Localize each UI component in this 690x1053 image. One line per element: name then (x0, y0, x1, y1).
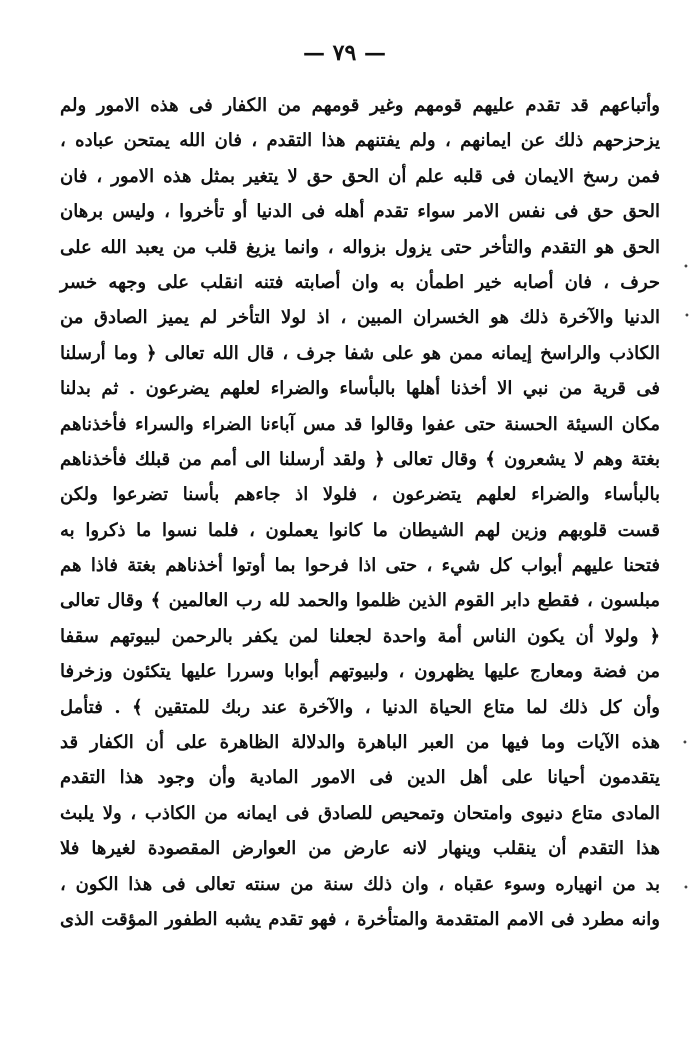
text-line: من فضة ومعارج عليها يظهرون ، ولبيوتهم أبوابا وسررا عليها يتكئون وزخرفا (60, 661, 660, 683)
text-line: الكاذب والراسخ إيمانه ممن هو على شفا جرف ، قال الله تعالى ﴿ وما أرسلنا (60, 342, 660, 364)
text-line: الحق حق فى نفس الامر سواء تقدم أهله فى الدنيا أو تأخروا ، وليس برهان (60, 201, 660, 223)
text-line: قست قلوبهم وزين لهم الشيطان ما كانوا يعملون ، فلما نسوا ما ذكروا به (60, 519, 660, 541)
text-line: وانه مطرد فى الامم المتقدمة والمتأخرة ، فهو تقدم يشبه الطفور المؤقت الذى (60, 908, 660, 930)
text-line: وأتباعهم قد تقدم عليهم قومهم وغير قومهم من الكفار فى هذه الامور ولم (60, 95, 660, 116)
text-line: بغتة وهم لا يشعرون ﴾ وقال تعالى ﴿ ولقد أرسلنا الى أمم من قبلك فأخذناهم (60, 448, 660, 470)
margin-dot-icon: • (684, 311, 690, 322)
text-line: بد من انهياره وسوء عقباه ، وان ذلك سنة من سنته تعالى فى هذا الكون ، (60, 873, 660, 895)
body-text (60, 88, 660, 937)
text-line: يتقدمون أحيانا على أهل الدين فى الامور المادية وأن وجود هذا التقدم (60, 767, 660, 789)
text-line: الحق هو التقدم والتأخر حتى يزول بزواله ، وانما يزيغ قلب من يعبد الله على (60, 236, 660, 258)
text-line: هذا التقدم أن ينقلب وينهار لانه عارض من العوارض المقصودة لغيرها فلا (60, 838, 660, 860)
text-line: وأن كل ذلك لما متاع الحياة الدنيا ، والآخرة عند ربك للمتقين ﴾ . فتأمل (60, 696, 660, 718)
text-line: فى قرية من نبي الا أخذنا أهلها بالبأساء والضراء لعلهم يضرعون . ثم بدلنا (60, 378, 660, 400)
text-line: يزحزحهم ذلك عن ايمانهم ، ولم يفتنهم هذا التقدم ، فان الله يمتحن عباده ، (60, 130, 660, 152)
text-line: فتحنا عليهم أبواب كل شيء ، حتى اذا فرحوا بما أوتوا أخذناهم بغتة فاذا هم (60, 555, 660, 577)
text-line: مبلسون ، فقطع دابر القوم الذين ظلموا والحمد لله رب العالمين ﴾ وقال تعالى (60, 590, 660, 612)
page-number: — ٧٩ — (303, 40, 386, 66)
text-line: ﴿ ولولا أن يكون الناس أمة واحدة لجعلنا لمن يكفر بالرحمن لبيوتهم سقفا (60, 625, 660, 647)
text-line: الدنيا والآخرة ذلك هو الخسران المبين ، اذ لولا التأخر لم يميز الصادق من (60, 307, 660, 329)
text-line: هذه الآيات وما فيها من العبر الباهرة والدلالة الظاهرة على أن الكفار قد (60, 732, 660, 754)
margin-dot-icon: • (683, 883, 689, 894)
text-line: مكان السيئة الحسنة حتى عفوا وقالوا قد مس آباءنا الضراء والسراء فأخذناهم (60, 413, 660, 435)
text-line: المادى متاع دنيوى وامتحان وتمحيص للصادق فى ايمانه من الكاذب ، ولا يلبث (60, 802, 660, 824)
text-line: حرف ، فان أصابه خير اطمأن به وان أصابته فتنه انقلب على وجهه خسر (60, 271, 660, 293)
text-line: بالبأساء والضراء لعلهم يتضرعون ، فلولا اذ جاءهم بأسنا تضرعوا ولكن (60, 484, 660, 506)
margin-dot-icon: • (683, 262, 689, 273)
margin-dot-icon: • (682, 738, 688, 749)
text-line: فمن رسخ الايمان فى قلبه علم أن الحق حق لا يتغير بمثل هذه الامور ، فان (60, 165, 660, 187)
